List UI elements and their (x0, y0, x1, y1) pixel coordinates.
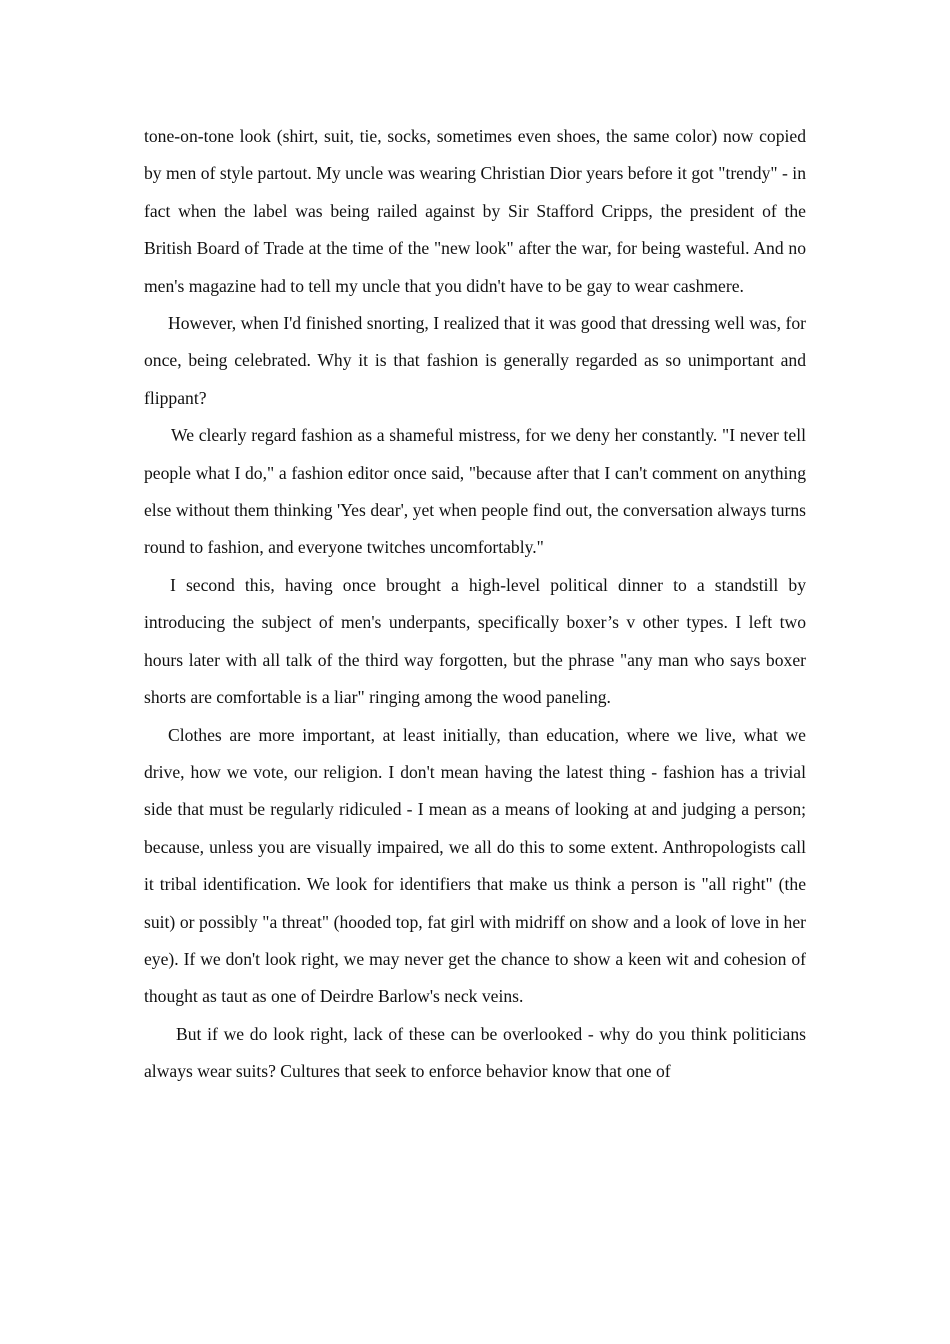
paragraph-look-right: But if we do look right, lack of these can be overlooked - why do you think politicians always wear suits? Cultures that seek to enforce behavior know that one of (144, 1023, 806, 1082)
paragraph-political-dinner: I second this, having once brought a high-level political dinner to a standstill by introducing the subject of men's underpants, specifically boxer’s v other types. I left two hours later with all talk of the third way forgotten, but the phrase "any man who says boxer shorts are comfortable is a liar" ringing among the wood paneling. (144, 574, 806, 708)
paragraph-continued: tone-on-tone look (shirt, suit, tie, socks, sometimes even shoes, the same color) now copied by men of style partout. My uncle was wearing Christian Dior years before it got "trendy" - in fact when the label was being railed against by Sir Stafford Cripps, the president of the British Board of Trade at the time of the "new look" after the war, for being wasteful. And no men's magazine had to tell my uncle that you didn't have to be gay to wear cashmere. (144, 126, 806, 296)
paragraph-clothes-important: Clothes are more important, at least initially, than education, where we live, what we drive, how we vote, our religion. I don't mean having the latest thing - fashion has a trivial side that must be regularly ridiculed - I mean as a means of looking at and judging a person; because, unless you are visually impaired, we all do this to some extent. Anthropologists call it tribal identification. We look for identifiers that make us think a person is "all right" (the suit) or possibly "a threat" (hooded top, fat girl with midriff on show and a look of love in her eye). If we don't look right, we may never get the chance to show a keen wit and cohesion of thought as taut as one of Deirdre Barlow's neck veins. (144, 724, 806, 1007)
paragraph-shameful-mistress: We clearly regard fashion as a shameful mistress, for we deny her constantly. "I never tell people what I do," a fashion editor once said, "because after that I can't comment on anything else without them thinking 'Yes dear', yet when people find out, the conversation always turns round to fashion, and everyone twitches uncomfortably." (144, 425, 806, 558)
document-page (144, 118, 806, 1091)
paragraph-snorting: However, when I'd finished snorting, I realized that it was good that dressing well was, for once, being celebrated. Why it is that fashion is generally regarded as so unimportant and flippant? (144, 313, 806, 408)
